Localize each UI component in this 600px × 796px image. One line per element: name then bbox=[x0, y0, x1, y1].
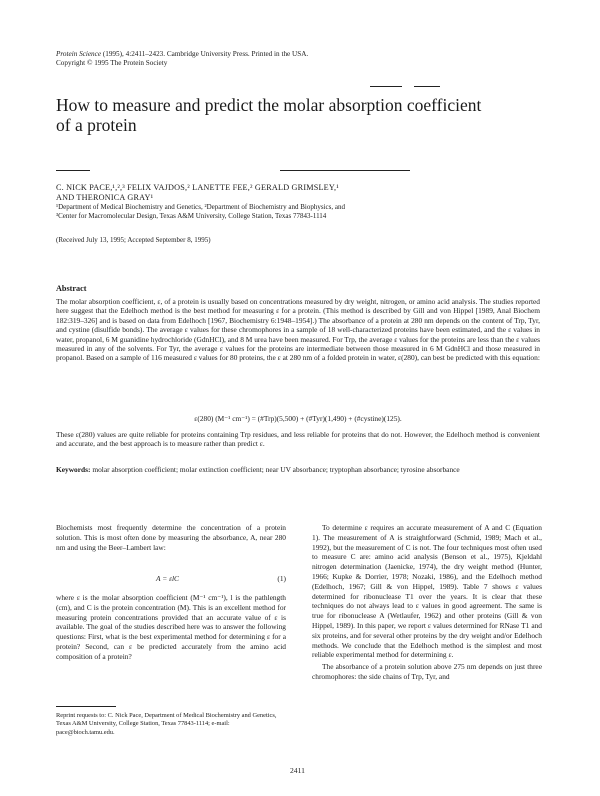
equation-1-expression: A = εlC bbox=[156, 574, 179, 583]
abstract-heading: Abstract bbox=[56, 284, 87, 293]
author-rule-left bbox=[56, 170, 90, 171]
copyright-line: Copyright © 1995 The Protein Society bbox=[56, 59, 168, 67]
equation-1-number: (1) bbox=[277, 574, 286, 583]
footnote-rule bbox=[56, 706, 116, 707]
title-rule-right bbox=[414, 86, 440, 87]
body-left-paragraph-2: where ε is the molar absorption coefficient (M⁻¹ cm⁻¹), l is the pathlength (cm), and C is the protein concentration (M). This is an excellent method for measuring protein concentrations provided that an accurate value of ε is available. The goal of the studies described here was to answer the following questions: First, what is the best experimental method for determining ε for a protein? Second, can ε be predicted accurately from the amino acid composition of a protein? bbox=[56, 593, 286, 661]
journal-header bbox=[56, 50, 476, 68]
prediction-equation: ε(280) (M⁻¹ cm⁻¹) = (#Trp)(5,500) + (#Tyr)(1,490) + (#cystine)(125). bbox=[194, 414, 402, 423]
keywords-label: Keywords: bbox=[56, 465, 91, 474]
body-right-paragraph-1: To determine ε requires an accurate measurement of A and C (Equation 1). The measurement of A is straightforward (Schmid, 1989; Mach et al., 1992), but the measurement of C is not. The four techniques most often used to measure C are: amino acid analysis (Benson et al., 1975), Kjeldahl nitrogen determination (Jaenicke, 1974), the dry weight method (Hunter, 1966; Kupke & Dorrier, 1978; Nozaki, 1986), and the Edelhoch method (Edelhoch, 1967; Gill & von Hippel, 1989). Table 7 shows ε values determined for ribonuclease T1 over the years. It is clear that these techniques do not always lead to ε values in good agreement. The same is true for ribonuclease A (Wetlaufer, 1962) and other proteins (Gill & von Hippel, 1989). In this paper, we report ε values determined for RNase T1 and six proteins, and for several other proteins by the dry weight and/or Edelhoch methods. We conclude that the Edelhoch method is the simplest and most reliable experimental method for determining ε. bbox=[312, 523, 542, 660]
body-right-column bbox=[312, 523, 542, 682]
journal-citation: (1995), 4:2411–2423. Cambridge University Press. Printed in the USA. bbox=[102, 50, 309, 58]
received-dates: (Received July 13, 1995; Accepted September 8, 1995) bbox=[56, 236, 211, 244]
affiliation-line-2: ³Center for Macromolecular Design, Texas A&M University, College Station, Texas 77843-1114 bbox=[56, 212, 327, 220]
affiliation-line-1: ¹Department of Medical Biochemistry and Genetics, ²Department of Biochemistry and Biophysics, and bbox=[56, 203, 345, 211]
keywords bbox=[56, 465, 540, 474]
page-number: 2411 bbox=[290, 766, 305, 775]
author-rule-right bbox=[280, 170, 410, 171]
paper-title: How to measure and predict the molar absorption coefficient of a protein bbox=[56, 95, 482, 135]
body-left-paragraph-1: Biochemists most frequently determine the concentration of a protein solution. This is most often done by measuring the absorbance, A, near 280 nm and using the Beer–Lambert law: bbox=[56, 523, 286, 552]
keywords-text: molar absorption coefficient; molar extinction coefficient; near UV absorbance; tryptophan absorbance; tyrosine absorbance bbox=[92, 465, 460, 474]
abstract-paragraph-1: The molar absorption coefficient, ε, of a protein is usually based on concentrations measured by dry weight, nitrogen, or amino acid analysis. The studies reported here suggest that the Edelhoch method is the best method for measuring ε for a protein. (This method is described by Gill and von Hippel [1989, Anal Biochem 182:319–326] and is based on data from Edelhoch [1967, Biochemistry 6:1948–1954].) The absorbance of a protein at 280 nm depends on the content of Trp, Tyr, and cystine (disulfide bonds). The average ε values for these chromophores in a sample of 18 well-characterized proteins have been estimated, and the ε values in water, propanol, 6 M guanidine hydrochloride (GdnHCl), and 8 M urea have been measured. For Trp, the average ε values for the proteins are less than the ε values measured in any of the solvents. For Tyr, the average ε values for the proteins are intermediate between those measured in 6 M GdnHCl and those measured in propanol. Based on a sample of 116 measured ε values for 80 proteins, the ε at 280 nm of a folded protein in water, ε(280), can best be predicted with this equation: bbox=[56, 297, 540, 363]
authors-line-2: AND THERONICA GRAY¹ bbox=[56, 193, 154, 202]
author-list bbox=[56, 183, 526, 203]
reprint-footnote: Reprint requests to: C. Nick Pace, Department of Medical Biochemistry and Genetics, Texas A&M University, College Station, Texas 77843-1114; e-mail: pace@bioch.tamu.edu. bbox=[56, 712, 277, 736]
abstract-paragraph-2: These ε(280) values are quite reliable for proteins containing Trp residues, and less reliable for proteins that do not. However, the Edelhoch method is convenient and accurate, and the best approach is to measure rather than predict ε. bbox=[56, 430, 540, 449]
title-rule-left bbox=[370, 86, 402, 87]
affiliations bbox=[56, 203, 526, 221]
authors-line-1: C. NICK PACE,¹,²,³ FELIX VAJDOS,² LANETTE FEE,² GERALD GRIMSLEY,¹ bbox=[56, 183, 339, 192]
body-right-paragraph-2: The absorbance of a protein solution above 275 nm depends on just three chromophores: the side chains of Trp, Tyr, and bbox=[312, 662, 542, 681]
journal-name: Protein Science bbox=[56, 50, 102, 58]
